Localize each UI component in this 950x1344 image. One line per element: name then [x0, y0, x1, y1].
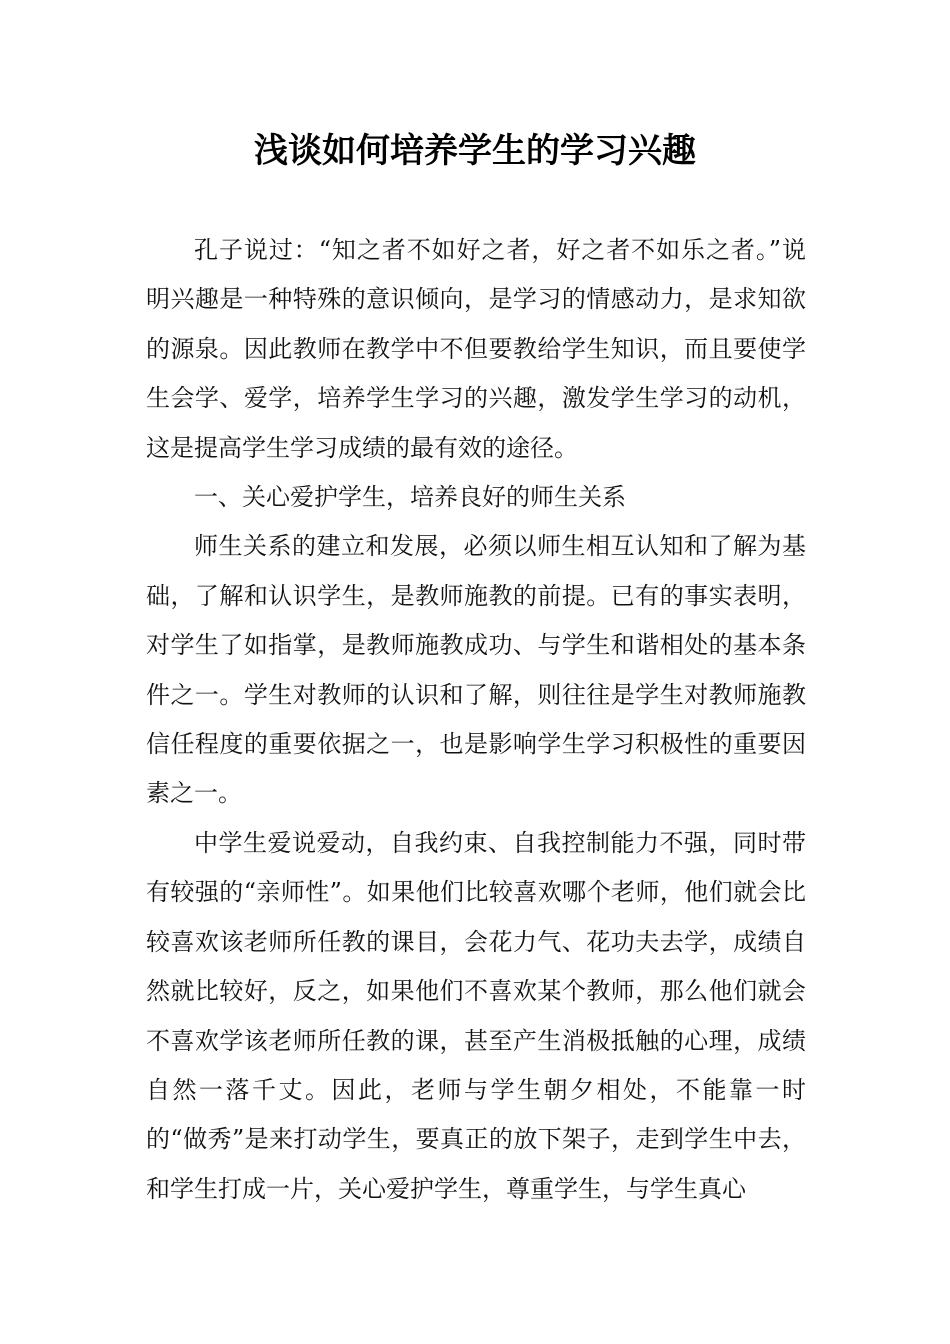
paragraph-intro: 孔子说过：“知之者不如好之者，好之者不如乐之者。”说明兴趣是一种特殊的意识倾向，是学习的情感动力，是求知欲的源泉。因此教师在教学中不但要教给学生知识，而且要使学生会学、爱学，培养学生学习的兴趣，激发学生学习的动机，这是提高学生学习成绩的最有效的途径。 — [146, 236, 806, 462]
paragraph-teacher-student-relationship: 师生关系的建立和发展，必须以师生相互认知和了解为基础，了解和认识学生，是教师施教的前提。已有的事实表明，对学生了如指掌，是教师施教成功、与学生和谐相处的基本条件之一。学生对教师的认识和了解，则往往是学生对教师施教信任程度的重要依据之一，也是影响学生学习积极性的重要因素之一。 — [146, 532, 806, 808]
paragraph-middle-school-students: 中学生爱说爱动，自我约束、自我控制能力不强，同时带有较强的“亲师性”。如果他们比较喜欢哪个老师，他们就会比较喜欢该老师所任教的课目，会花力气、花功夫去学，成绩自然就比较好，反之，如果他们不喜欢某个教师，那么他们就会不喜欢学该老师所任教的课，甚至产生消极抵触的心理，成绩自然一落千丈。因此，老师与学生朝夕相处，不能靠一时的“做秀”是来打动学生，要真正的放下架子，走到学生中去，和学生打成一片，关心爱护学生，尊重学生，与学生真心 — [146, 828, 806, 1203]
section-heading-1: 一、关心爱护学生，培养良好的师生关系 — [194, 483, 626, 512]
document-body — [146, 226, 806, 1214]
document-title: 浅谈如何培养学生的学习兴趣 — [254, 131, 696, 171]
